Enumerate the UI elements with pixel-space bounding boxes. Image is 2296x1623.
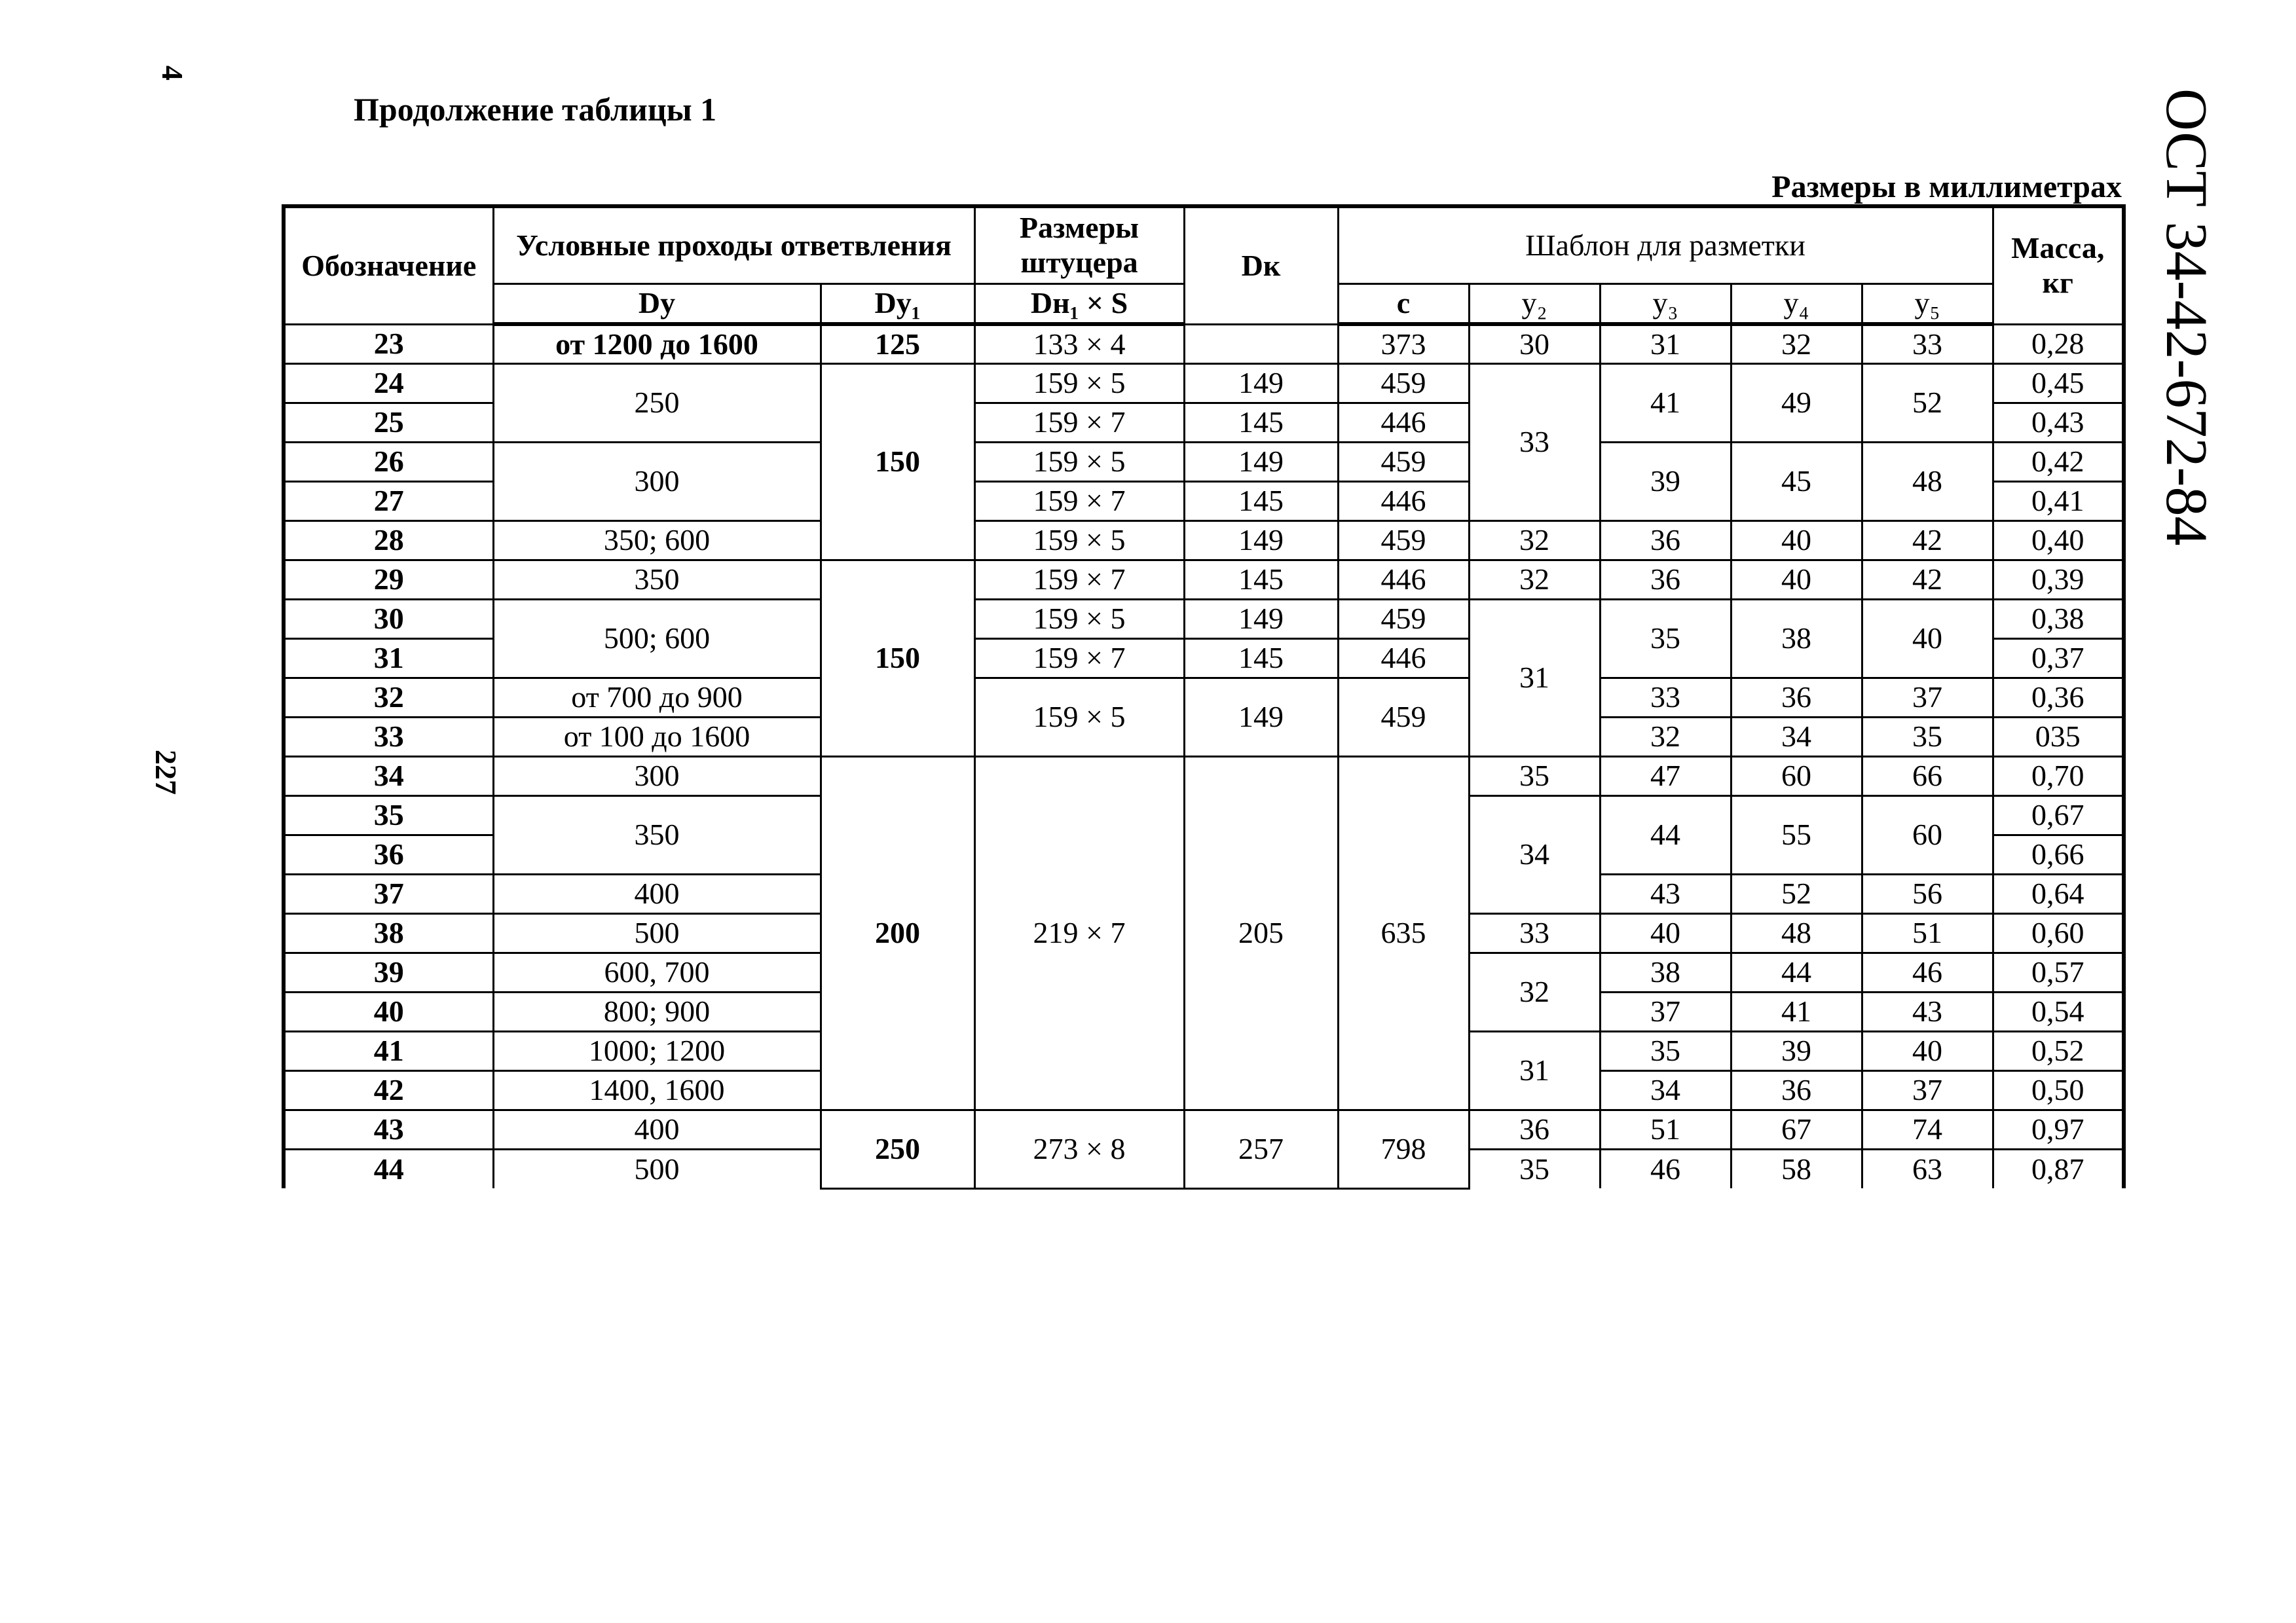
designation-cell: 39 bbox=[284, 953, 493, 992]
dy-cell: от 1200 до 1600 bbox=[493, 324, 821, 363]
c-cell: 635 bbox=[1338, 756, 1469, 1110]
y4-cell: 55 bbox=[1731, 795, 1862, 874]
mass-cell: 0,57 bbox=[1993, 953, 2124, 992]
y4-cell: 49 bbox=[1731, 363, 1862, 442]
y2-cell: 30 bbox=[1469, 324, 1600, 363]
y5-header: у₅ bbox=[1862, 283, 1993, 324]
y5-cell: 35 bbox=[1862, 717, 1993, 756]
y4-cell: 67 bbox=[1731, 1110, 1862, 1149]
designation-cell: 41 bbox=[284, 1031, 493, 1070]
designation-cell: 38 bbox=[284, 913, 493, 953]
y4-cell: 41 bbox=[1731, 992, 1862, 1031]
dy1-cell: 150 bbox=[821, 363, 974, 560]
dk-cell: 145 bbox=[1184, 481, 1338, 520]
y2-header: у₂ bbox=[1469, 283, 1600, 324]
y5-cell: 74 bbox=[1862, 1110, 1993, 1149]
dy-cell: 350; 600 bbox=[493, 520, 821, 560]
mass-cell: 0,41 bbox=[1993, 481, 2124, 520]
dy-cell: 500; 600 bbox=[493, 599, 821, 678]
c-cell: 446 bbox=[1338, 638, 1469, 678]
table-row bbox=[284, 324, 2124, 363]
y3-cell: 32 bbox=[1600, 717, 1731, 756]
c-cell: 459 bbox=[1338, 520, 1469, 560]
dy1-cell: 200 bbox=[821, 756, 974, 1110]
designation-cell: 44 bbox=[284, 1149, 493, 1188]
y3-cell: 40 bbox=[1600, 913, 1731, 953]
mass-cell: 0,60 bbox=[1993, 913, 2124, 953]
y5-cell: 48 bbox=[1862, 442, 1993, 520]
designation-cell: 25 bbox=[284, 403, 493, 442]
y5-cell: 52 bbox=[1862, 363, 1993, 442]
dh-s-cell: 159 × 5 bbox=[974, 599, 1184, 638]
designation-cell: 27 bbox=[284, 481, 493, 520]
dy-cell: 1000; 1200 bbox=[493, 1031, 821, 1070]
mass-cell: 0,66 bbox=[1993, 835, 2124, 874]
y4-cell: 36 bbox=[1731, 678, 1862, 717]
dy-cell: 800; 900 bbox=[493, 992, 821, 1031]
c-cell: 459 bbox=[1338, 678, 1469, 756]
y5-cell: 40 bbox=[1862, 599, 1993, 678]
y3-cell: 46 bbox=[1600, 1149, 1731, 1188]
dh-s-cell: 159 × 5 bbox=[974, 520, 1184, 560]
mass-cell: 0,45 bbox=[1993, 363, 2124, 403]
table-row bbox=[284, 560, 2124, 599]
dk-cell bbox=[1184, 324, 1338, 363]
y2-cell: 32 bbox=[1469, 560, 1600, 599]
dy1-cell: 125 bbox=[821, 324, 974, 363]
y5-cell: 37 bbox=[1862, 678, 1993, 717]
designation-cell: 35 bbox=[284, 795, 493, 835]
y3-cell: 35 bbox=[1600, 1031, 1731, 1070]
y5-cell: 46 bbox=[1862, 953, 1993, 992]
designation-cell: 28 bbox=[284, 520, 493, 560]
designation-cell: 24 bbox=[284, 363, 493, 403]
table-row bbox=[284, 1110, 2124, 1149]
designation-cell: 23 bbox=[284, 324, 493, 363]
c-cell: 446 bbox=[1338, 481, 1469, 520]
y5-cell: 66 bbox=[1862, 756, 1993, 795]
c-header: c bbox=[1338, 283, 1469, 324]
table-row bbox=[284, 520, 2124, 560]
table-row bbox=[284, 756, 2124, 795]
designation-cell: 33 bbox=[284, 717, 493, 756]
designation-cell: 40 bbox=[284, 992, 493, 1031]
designation-cell: 32 bbox=[284, 678, 493, 717]
c-cell: 459 bbox=[1338, 599, 1469, 638]
y3-cell: 41 bbox=[1600, 363, 1731, 442]
mass-cell: 0,67 bbox=[1993, 795, 2124, 835]
designation-cell: 36 bbox=[284, 835, 493, 874]
dh-s-cell: 159 × 7 bbox=[974, 560, 1184, 599]
dy-cell: 400 bbox=[493, 1110, 821, 1149]
mass-cell: 0,54 bbox=[1993, 992, 2124, 1031]
designation-cell: 29 bbox=[284, 560, 493, 599]
designation-cell: 34 bbox=[284, 756, 493, 795]
y3-cell: 47 bbox=[1600, 756, 1731, 795]
y2-cell: 32 bbox=[1469, 953, 1600, 1031]
dh-s-cell: 159 × 7 bbox=[974, 403, 1184, 442]
y4-cell: 34 bbox=[1731, 717, 1862, 756]
dk-cell: 145 bbox=[1184, 638, 1338, 678]
y2-cell: 31 bbox=[1469, 1031, 1600, 1110]
y4-header: у₄ bbox=[1731, 283, 1862, 324]
dy-cell: 500 bbox=[493, 913, 821, 953]
designation-cell: 43 bbox=[284, 1110, 493, 1149]
mass-cell: 0,50 bbox=[1993, 1070, 2124, 1110]
dy-header: Dу bbox=[493, 283, 821, 324]
mass-cell: 0,38 bbox=[1993, 599, 2124, 638]
designation-cell: 37 bbox=[284, 874, 493, 913]
y2-cell: 32 bbox=[1469, 520, 1600, 560]
mass-cell: 0,37 bbox=[1993, 638, 2124, 678]
y4-cell: 40 bbox=[1731, 560, 1862, 599]
side-page-number: 227 bbox=[149, 750, 183, 795]
template-header: Шаблон для разметки bbox=[1338, 206, 1993, 283]
y3-cell: 33 bbox=[1600, 678, 1731, 717]
mass-cell: 0,39 bbox=[1993, 560, 2124, 599]
table-row bbox=[284, 363, 2124, 403]
y4-cell: 32 bbox=[1731, 324, 1862, 363]
dh-s-cell: 159 × 5 bbox=[974, 363, 1184, 403]
y3-cell: 37 bbox=[1600, 992, 1731, 1031]
y4-cell: 44 bbox=[1731, 953, 1862, 992]
dy-cell: 300 bbox=[493, 756, 821, 795]
c-cell: 459 bbox=[1338, 442, 1469, 481]
dh-s-cell: 273 × 8 bbox=[974, 1110, 1184, 1188]
y3-cell: 51 bbox=[1600, 1110, 1731, 1149]
designation-cell: 42 bbox=[284, 1070, 493, 1110]
designation-header: Обозначение bbox=[284, 206, 493, 324]
mass-cell: 0,87 bbox=[1993, 1149, 2124, 1188]
y2-cell: 35 bbox=[1469, 1149, 1600, 1188]
mass-cell: 0,43 bbox=[1993, 403, 2124, 442]
mass-cell: 0,28 bbox=[1993, 324, 2124, 363]
y4-cell: 58 bbox=[1731, 1149, 1862, 1188]
mass-cell: 0,42 bbox=[1993, 442, 2124, 481]
y5-cell: 33 bbox=[1862, 324, 1993, 363]
y2-cell: 33 bbox=[1469, 363, 1600, 520]
y5-cell: 56 bbox=[1862, 874, 1993, 913]
table-row bbox=[284, 599, 2124, 638]
dk-cell: 205 bbox=[1184, 756, 1338, 1110]
mass-cell: 0,52 bbox=[1993, 1031, 2124, 1070]
dk-cell: 145 bbox=[1184, 403, 1338, 442]
dy1-header: Dу₁ bbox=[821, 283, 974, 324]
y5-cell: 51 bbox=[1862, 913, 1993, 953]
y4-cell: 38 bbox=[1731, 599, 1862, 678]
mass-cell: 035 bbox=[1993, 717, 2124, 756]
dk-cell: 257 bbox=[1184, 1110, 1338, 1188]
y3-cell: 38 bbox=[1600, 953, 1731, 992]
c-cell: 798 bbox=[1338, 1110, 1469, 1188]
y5-cell: 42 bbox=[1862, 520, 1993, 560]
c-cell: 373 bbox=[1338, 324, 1469, 363]
designation-cell: 30 bbox=[284, 599, 493, 638]
y3-cell: 36 bbox=[1600, 520, 1731, 560]
y4-cell: 60 bbox=[1731, 756, 1862, 795]
y3-cell: 35 bbox=[1600, 599, 1731, 678]
table-title: Продолжение таблицы 1 bbox=[354, 91, 717, 128]
dh-s-cell: 159 × 5 bbox=[974, 678, 1184, 756]
y5-cell: 43 bbox=[1862, 992, 1993, 1031]
y5-cell: 42 bbox=[1862, 560, 1993, 599]
mass-cell: 0,97 bbox=[1993, 1110, 2124, 1149]
y4-cell: 45 bbox=[1731, 442, 1862, 520]
mass-cell: 0,70 bbox=[1993, 756, 2124, 795]
dk-cell: 149 bbox=[1184, 520, 1338, 560]
standard-code: ОСТ 34-42-672-84 bbox=[2154, 88, 2219, 546]
dk-cell: 149 bbox=[1184, 678, 1338, 756]
branch-passages-header: Условные проходы ответвления bbox=[493, 206, 974, 283]
fitting-sizes-header: Размеры штуцера bbox=[974, 206, 1184, 283]
y4-cell: 52 bbox=[1731, 874, 1862, 913]
dy-cell: от 100 до 1600 bbox=[493, 717, 821, 756]
specification-table bbox=[282, 204, 2126, 1190]
dh-s-header: Dн₁ × S bbox=[974, 283, 1184, 324]
y3-cell: 34 bbox=[1600, 1070, 1731, 1110]
dy1-cell: 250 bbox=[821, 1110, 974, 1188]
units-note: Размеры в миллиметрах bbox=[1771, 170, 2122, 204]
dy-cell: 300 bbox=[493, 442, 821, 520]
mass-cell: 0,40 bbox=[1993, 520, 2124, 560]
dy-cell: 600, 700 bbox=[493, 953, 821, 992]
y4-cell: 48 bbox=[1731, 913, 1862, 953]
y3-cell: 31 bbox=[1600, 324, 1731, 363]
designation-cell: 31 bbox=[284, 638, 493, 678]
dh-s-cell: 159 × 7 bbox=[974, 481, 1184, 520]
y2-cell: 36 bbox=[1469, 1110, 1600, 1149]
c-cell: 446 bbox=[1338, 403, 1469, 442]
y4-cell: 40 bbox=[1731, 520, 1862, 560]
dh-s-cell: 159 × 7 bbox=[974, 638, 1184, 678]
mass-header: Масса, кг bbox=[1993, 206, 2124, 324]
y5-cell: 60 bbox=[1862, 795, 1993, 874]
y3-cell: 36 bbox=[1600, 560, 1731, 599]
table-row bbox=[284, 678, 2124, 717]
page-number: 4 bbox=[156, 65, 189, 81]
dy-cell: 500 bbox=[493, 1149, 821, 1188]
dh-s-cell: 133 × 4 bbox=[974, 324, 1184, 363]
dk-header: Dк bbox=[1184, 206, 1338, 324]
dh-s-cell: 219 × 7 bbox=[974, 756, 1184, 1110]
designation-cell: 26 bbox=[284, 442, 493, 481]
mass-cell: 0,36 bbox=[1993, 678, 2124, 717]
dk-cell: 149 bbox=[1184, 363, 1338, 403]
dy-cell: 250 bbox=[493, 363, 821, 442]
dh-s-cell: 159 × 5 bbox=[974, 442, 1184, 481]
dy1-cell: 150 bbox=[821, 560, 974, 756]
dy-cell: 350 bbox=[493, 560, 821, 599]
y4-cell: 36 bbox=[1731, 1070, 1862, 1110]
dk-cell: 149 bbox=[1184, 442, 1338, 481]
c-cell: 446 bbox=[1338, 560, 1469, 599]
y5-cell: 37 bbox=[1862, 1070, 1993, 1110]
dy-cell: 350 bbox=[493, 795, 821, 874]
y2-cell: 33 bbox=[1469, 913, 1600, 953]
mass-cell: 0,64 bbox=[1993, 874, 2124, 913]
y4-cell: 39 bbox=[1731, 1031, 1862, 1070]
dy-cell: от 700 до 900 bbox=[493, 678, 821, 717]
y3-cell: 43 bbox=[1600, 874, 1731, 913]
dy-cell: 1400, 1600 bbox=[493, 1070, 821, 1110]
y2-cell: 34 bbox=[1469, 795, 1600, 913]
dk-cell: 149 bbox=[1184, 599, 1338, 638]
y5-cell: 40 bbox=[1862, 1031, 1993, 1070]
y5-cell: 63 bbox=[1862, 1149, 1993, 1188]
y3-cell: 39 bbox=[1600, 442, 1731, 520]
y2-cell: 35 bbox=[1469, 756, 1600, 795]
dy-cell: 400 bbox=[493, 874, 821, 913]
y2-cell: 31 bbox=[1469, 599, 1600, 756]
y3-header: у₃ bbox=[1600, 283, 1731, 324]
table-row bbox=[284, 442, 2124, 481]
dk-cell: 145 bbox=[1184, 560, 1338, 599]
c-cell: 459 bbox=[1338, 363, 1469, 403]
y3-cell: 44 bbox=[1600, 795, 1731, 874]
